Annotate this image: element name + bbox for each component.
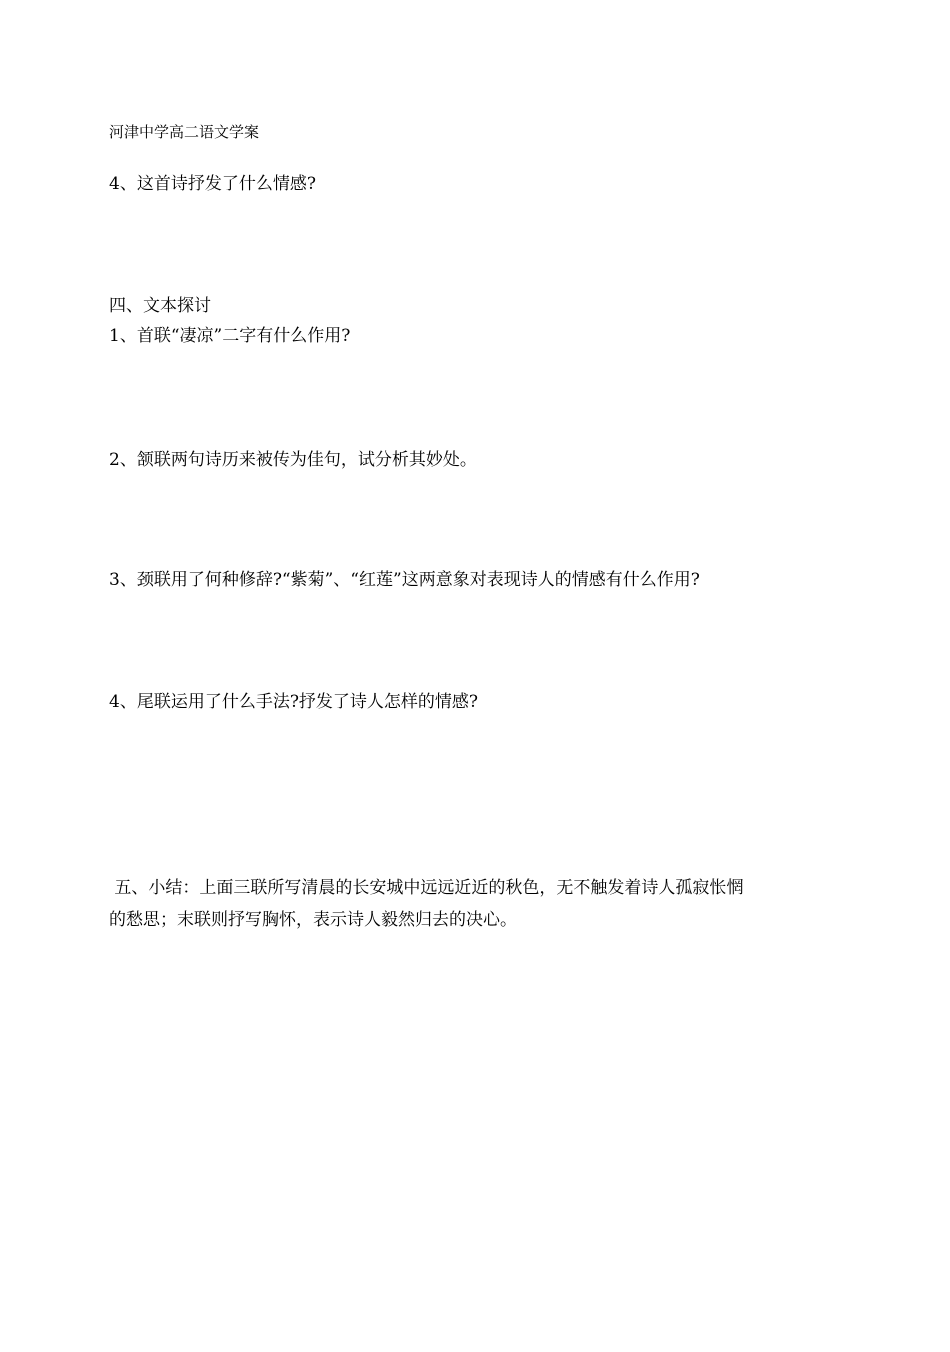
summary-line-1: 五、小结：上面三联所写清晨的长安城中远远近近的秋色，无不触发着诗人孤寂怅惘 [109, 878, 744, 898]
question-4-4: 4、尾联运用了什么手法?抒发了诗人怎样的情感? [109, 692, 479, 712]
question-4-1: 1、首联“凄凉”二字有什么作用? [109, 326, 351, 346]
summary-line-2: 的愁思；末联则抒写胸怀，表示诗人毅然归去的决心。 [109, 910, 517, 930]
page-header: 河津中学高二语文学案 [109, 123, 260, 141]
question-4-3: 3、颈联用了何种修辞?“紫菊”、“红莲”这两意象对表现诗人的情感有什么作用? [109, 570, 700, 590]
question-4-2: 2、颔联两句诗历来被传为佳句，试分析其妙处。 [109, 450, 477, 470]
question-3-4: 4、这首诗抒发了什么情感? [109, 174, 316, 194]
section-4-heading: 四、文本探讨 [109, 296, 211, 316]
section-5-summary [109, 872, 849, 936]
